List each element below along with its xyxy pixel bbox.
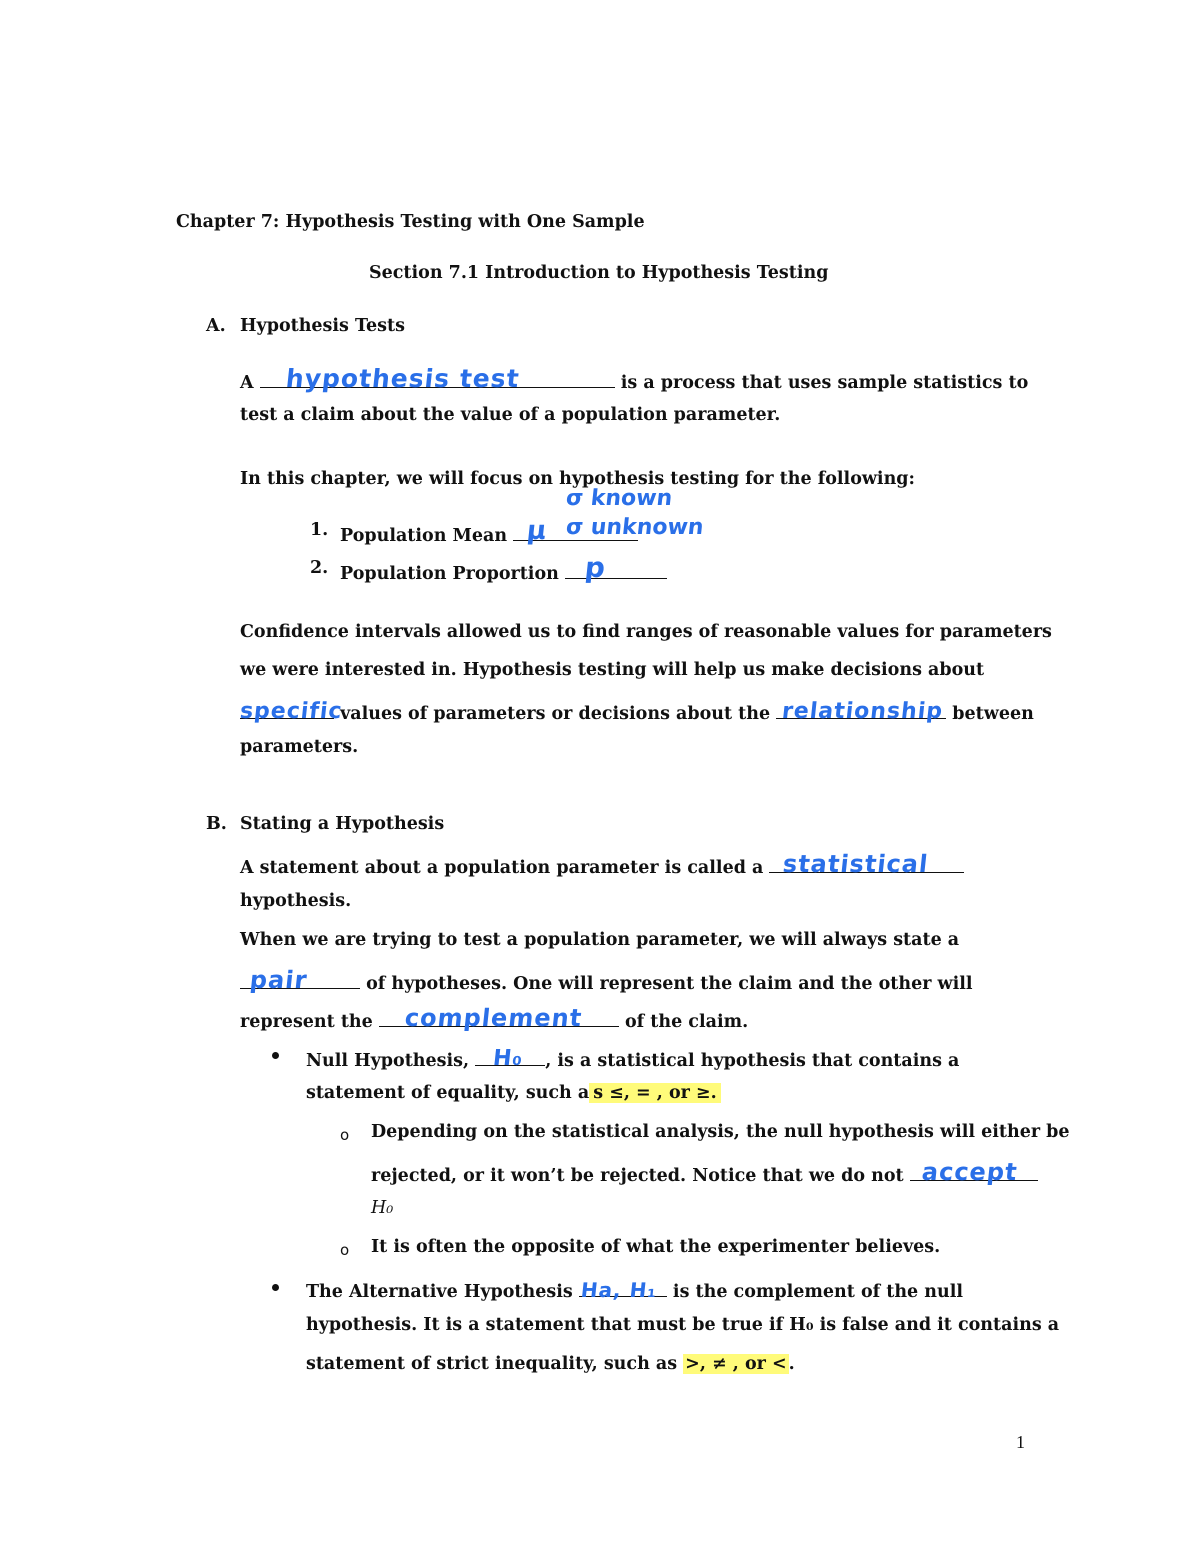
section-a-letter: A. (206, 316, 226, 336)
sub1-line-3: H₀ (371, 1198, 394, 1218)
definition-line-2: test a claim about the value of a population parameter. (240, 405, 781, 425)
handwritten-statistical: statistical (781, 850, 931, 878)
handwritten-complement: complement (403, 1004, 584, 1032)
section-title: Section 7.1 Introduction to Hypothesis Testing (369, 263, 829, 283)
statistical-line-1 (240, 852, 964, 878)
definition-suffix: is a process that uses sample statistics to (620, 373, 1029, 393)
accept-blank (910, 1158, 1038, 1186)
inequality-highlight: >, ≠ , or < (685, 1354, 787, 1374)
confidence-line-3 (240, 698, 1034, 724)
complement-blank (379, 1004, 619, 1032)
alt-line-1 (306, 1276, 963, 1302)
relationship-blank (776, 698, 946, 724)
list-item-2 (340, 551, 667, 584)
null-line-1 (306, 1045, 959, 1071)
section-b-heading: Stating a Hypothesis (240, 814, 445, 834)
complement-prefix: represent the (240, 1012, 373, 1032)
bullet-null (272, 1052, 279, 1059)
list-item-2-number: 2. (310, 558, 329, 578)
confidence-line-2: we were interested in. Hypothesis testing will help us make decisions about (240, 660, 985, 680)
handwritten-ha-h1: Ha, H₁ (579, 1278, 659, 1302)
confidence-line-3-end: between (952, 704, 1034, 724)
sub2-line: It is often the opposite of what the experimenter believes. (371, 1237, 941, 1257)
statistical-line-2: hypothesis. (240, 891, 352, 911)
handwritten-sigma-unknown: σ unknown (564, 515, 705, 540)
focus-intro: In this chapter, we will focus on hypothesis testing for the following: (240, 469, 915, 489)
definition-prefix: A (240, 373, 254, 393)
confidence-line-4: parameters. (240, 737, 359, 757)
section-b-letter: B. (206, 814, 227, 834)
complement-suffix: of the claim. (624, 1012, 749, 1032)
handwritten-pair: pair (248, 966, 309, 994)
pair-line-2-suffix: of hypotheses. One will represent the claim and the other will (366, 974, 973, 994)
handwritten-specific: specific (238, 699, 344, 724)
complement-line (240, 1006, 748, 1032)
alt-line-2: hypothesis. It is a statement that must be true if H₀ is false and it contains a (306, 1315, 1060, 1335)
alt-line-3-prefix: statement of strict inequality, such as (306, 1354, 678, 1374)
handwritten-sigma-known: σ known (564, 486, 674, 511)
definition-line-1 (240, 364, 1029, 393)
chapter-title: Chapter 7: Hypothesis Testing with One Sample (176, 212, 645, 232)
pair-line-2 (240, 968, 973, 994)
alt-prefix: The Alternative Hypothesis (306, 1282, 573, 1302)
definition-blank (260, 364, 615, 393)
bullet-alternative (272, 1284, 279, 1291)
null-blank (475, 1045, 545, 1071)
pair-blank (240, 966, 360, 994)
null-prefix: Null Hypothesis, (306, 1051, 470, 1071)
null-suffix: , is a statistical hypothesis that contains a (545, 1051, 960, 1071)
list-item-1-number: 1. (310, 520, 329, 540)
sub1-line-2 (371, 1160, 1038, 1186)
alt-line-3 (306, 1354, 795, 1374)
alt-suffix: is the complement of the null (672, 1282, 964, 1302)
statistical-blank (769, 850, 964, 878)
sub1-line-1: Depending on the statistical analysis, the null hypothesis will either be (371, 1122, 1070, 1142)
handwritten-hypothesis-test: hypothesis test (284, 364, 521, 393)
handwritten-p: p (583, 551, 608, 584)
specific-blank (238, 698, 344, 724)
list-item-2-blank (565, 551, 667, 584)
sub-bullet-2: o (340, 1241, 350, 1259)
page-number: 1 (1016, 1432, 1025, 1452)
section-a-heading: Hypothesis Tests (240, 316, 405, 336)
null-line-2-prefix: statement of equality, such a (306, 1083, 590, 1103)
pair-line-1: When we are trying to test a population parameter, we will always state a (240, 930, 960, 950)
handwritten-relationship: relationship (780, 699, 945, 724)
alt-line-3-end: . (788, 1354, 795, 1374)
list-item-1-label: Population Mean (340, 526, 508, 546)
confidence-line-3-mid: values of parameters or decisions about the (340, 704, 771, 724)
equality-highlight: s ≤, = , or ≥. (589, 1083, 720, 1103)
alt-blank (579, 1276, 667, 1302)
null-line-2 (306, 1083, 721, 1103)
list-item-2-label: Population Proportion (340, 564, 559, 584)
sub-bullet-1: o (340, 1126, 350, 1144)
statistical-prefix: A statement about a population parameter is called a (240, 858, 764, 878)
confidence-line-1: Confidence intervals allowed us to find ranges of reasonable values for parameters (240, 622, 1052, 642)
handwritten-h0: H₀ (491, 1046, 525, 1071)
handwritten-accept: accept (920, 1158, 1019, 1186)
handwritten-mu: μ (525, 516, 549, 546)
sub1-line-2-prefix: rejected, or it won’t be rejected. Notice that we do not (371, 1166, 904, 1186)
